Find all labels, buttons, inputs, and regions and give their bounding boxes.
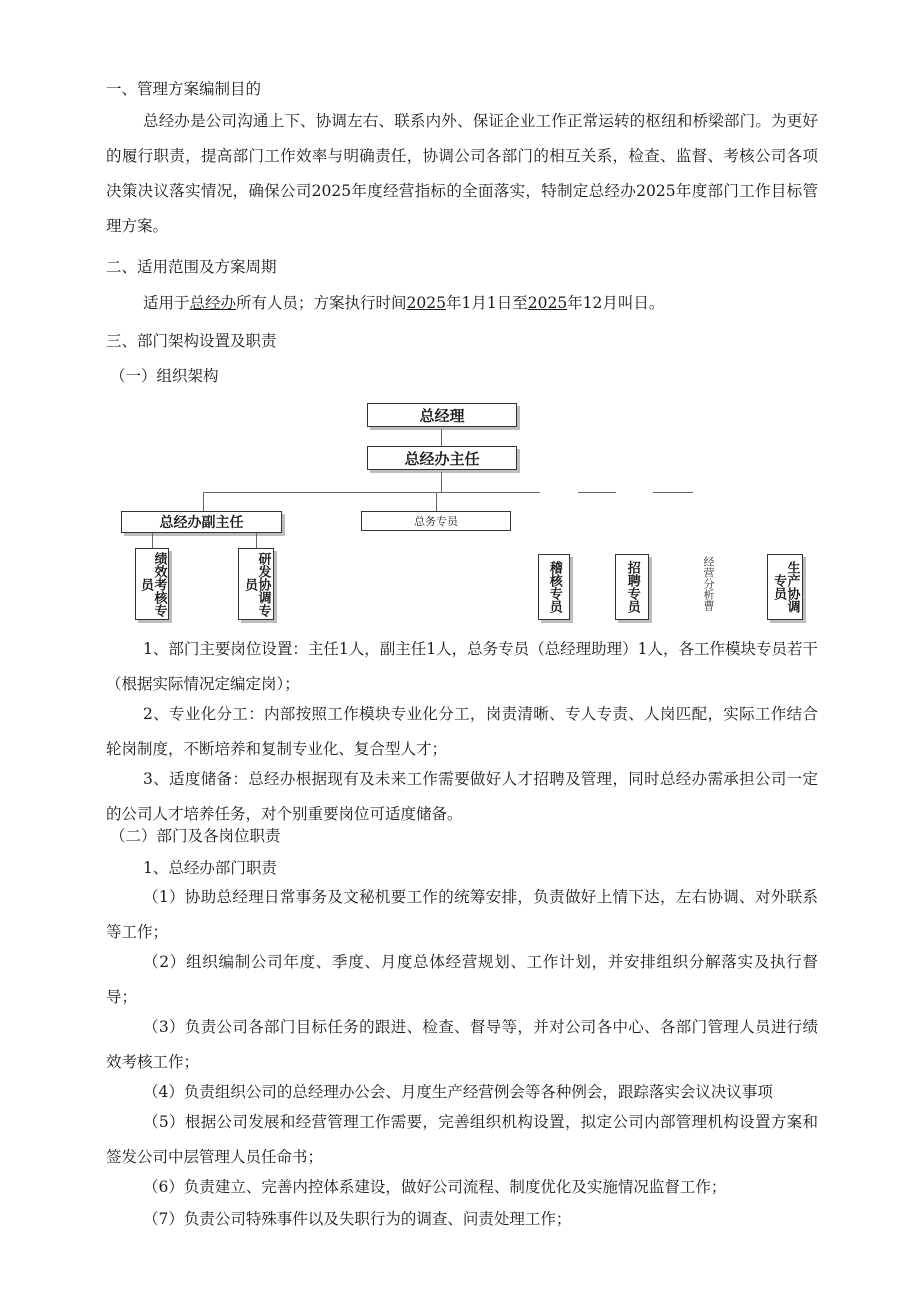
org-connector	[441, 429, 442, 446]
org-kpi-specialist: 绩效考核专员	[135, 548, 169, 620]
org-audit-specialist: 稽核专员	[538, 554, 570, 620]
org-deputy-director: 总经办副主任	[121, 511, 282, 533]
org-connector	[578, 492, 616, 493]
org-general-manager: 总经理	[367, 403, 517, 427]
duty-item: （2）组织编制公司年度、季度、月度总体经营规划、工作计划，并安排组织分解落实及执行督导；	[106, 953, 818, 1006]
org-affairs-specialist: 总务专员	[361, 511, 511, 531]
scope-mid: 所有人员；方案执行时间	[236, 294, 407, 312]
duty-item: （5）根据公司发展和经营管理工作需要，完善组织机构设置，拟定公司内部管理机构设置方案和签发公司中层管理人员任命书；	[106, 1113, 818, 1166]
org-director: 总经办主任	[367, 446, 517, 470]
scope-suffix: 年12月叫日。	[567, 294, 665, 312]
duty-item: （3）负责公司各部门目标任务的跟进、检查、督导等，并对公司各中心、各部门管理人员进行绩效考核工作；	[106, 1018, 818, 1071]
section-2-paragraph	[143, 292, 664, 314]
org-connector	[441, 472, 442, 492]
scope-dept: 总经办	[189, 294, 237, 312]
org-connector	[436, 492, 437, 511]
duty-item: （7）负责公司特殊事件以及失职行为的调查、问责处理工作；	[143, 1210, 572, 1228]
subheading-duties: （二）部门及各岗位职责	[110, 827, 281, 845]
subheading-org: （一）组织架构	[110, 367, 219, 385]
subheading-dept-duties: 1、总经办部门职责	[143, 859, 277, 877]
org-production-specialist: 生产协调专员	[767, 554, 803, 620]
duty-item: （6）负责建立、完善内控体系建设，做好公司流程、制度优化及实施情况监督工作；	[143, 1178, 727, 1196]
list-item: 2、专业化分工：内部按照工作模块专业化分工，岗责清晰、专人专责、人岗匹配，实际工作结合轮岗制度，不断培养和复制专业化、复合型人才；	[106, 705, 818, 758]
section-heading-1: 一、管理方案编制目的	[106, 80, 262, 98]
org-recruit-specialist: 招聘专员	[615, 554, 649, 620]
org-connector	[653, 492, 693, 493]
org-connector	[152, 533, 153, 548]
scope-prefix: 适用于	[143, 294, 190, 312]
org-connector	[203, 492, 204, 511]
duty-item: （4）负责组织公司的总经理办公会、月度生产经营例会等各种例会，跟踪落实会议决议事项	[143, 1083, 773, 1101]
list-item: 3、适度储备：总经办根据现有及未来工作需要做好人才招聘及管理，同时总经办需承担公司一定的公司人才培养任务，对个别重要岗位可适度储备。	[106, 770, 818, 823]
org-connector	[203, 492, 540, 493]
list-item: 1、部门主要岗位设置：主任1人，副主任1人，总务专员（总经理助理）1人，各工作模块专员若干（根据实际情况定编定岗）；	[106, 640, 818, 693]
section-heading-3: 三、部门架构设置及职责	[106, 332, 277, 350]
org-rd-specialist: 研发协调专员	[238, 548, 274, 620]
scope-year-end: 2025	[527, 294, 568, 312]
org-analysis-specialist: 经营分析曹	[702, 556, 715, 611]
section-1-paragraph: 总经办是公司沟通上下、协调左右、联系内外、保证企业工作正常运转的枢纽和桥梁部门。为更好的履行职责，提高部门工作效率与明确责任，协调公司各部门的相互关系，检查、监督、考核公司各项决策决议落实情况，确保公司2025年度经营指标的全面落实，特制定总经办2025年度部门工作目标管理方案。	[106, 112, 818, 235]
scope-year-start: 2025	[406, 294, 446, 312]
org-connector	[256, 533, 257, 548]
section-heading-2: 二、适用范围及方案周期	[106, 258, 277, 276]
scope-mid2: 年1月1日至	[446, 294, 528, 312]
duty-item: （1）协助总经理日常事务及文秘机要工作的统筹安排，负责做好上情下达，左右协调、对外联系等工作；	[106, 888, 818, 941]
